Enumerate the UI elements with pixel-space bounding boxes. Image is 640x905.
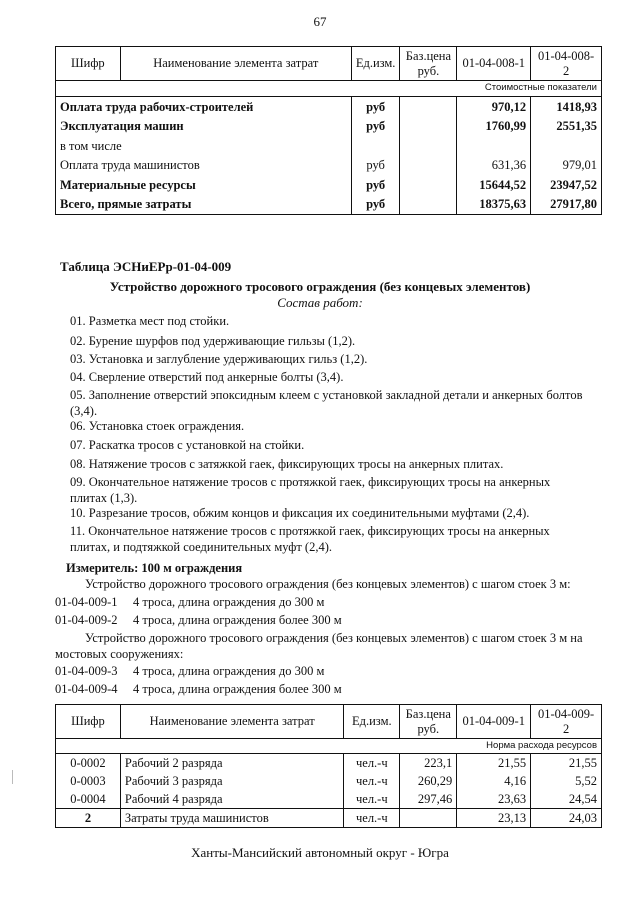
code: 01-04-009-2 — [55, 613, 118, 627]
measurement-unit: Измеритель: 100 м ограждения — [66, 561, 243, 575]
row-name: Эксплуатация машин — [56, 117, 352, 137]
row-value-2: 24,54 — [531, 790, 602, 809]
code-line — [55, 612, 342, 628]
code-text: 4 троса, длина ограждения до 300 м — [133, 595, 325, 609]
table-row — [56, 97, 602, 117]
row-value-2: 2551,35 — [531, 117, 602, 137]
row-value-1: 970,12 — [457, 97, 531, 117]
row-value-2: 27917,80 — [531, 195, 602, 215]
row-name: Затраты труда машинистов — [120, 809, 343, 828]
row-code: 2 — [56, 809, 121, 828]
row-value-2: 5,52 — [531, 772, 602, 790]
description-paragraph: Устройство дорожного тросового ограждения (без концевых элементов) с шагом стоек 3 м на мостовых сооружениях: — [55, 631, 583, 661]
header-col2: 01-04-008-2 — [531, 47, 602, 81]
row-unit: чел.-ч — [344, 790, 400, 809]
row-value-1: 15644,52 — [457, 175, 531, 195]
section-subtitle: Устройство дорожного тросового ограждения (без концевых элементов) — [109, 279, 531, 294]
row-unit: руб — [351, 97, 400, 117]
row-name: в том числе — [56, 136, 352, 156]
row-name: Материальные ресурсы — [56, 175, 352, 195]
row-value-1 — [457, 136, 531, 156]
row-unit: руб — [351, 195, 400, 215]
work-item: 07. Раскатка тросов с установкой на стойки. — [70, 438, 305, 452]
header-col1: 01-04-008-1 — [457, 47, 531, 81]
code: 01-04-009-4 — [55, 682, 118, 696]
row-unit: чел.-ч — [344, 772, 400, 790]
margin-mark — [12, 770, 13, 784]
row-name: Рабочий 4 разряда — [120, 790, 343, 809]
header-code: Шифр — [56, 705, 121, 739]
header-name: Наименование элемента затрат — [120, 47, 351, 81]
row-unit: руб — [351, 175, 400, 195]
work-item: 10. Разрезание тросов, обжим концов и фиксация их соединительными муфтами (2,4). — [70, 506, 530, 520]
row-name: Рабочий 2 разряда — [120, 754, 343, 773]
code-text: 4 троса, длина ограждения более 300 м — [133, 613, 342, 627]
row-name: Рабочий 3 разряда — [120, 772, 343, 790]
work-item: 01. Разметка мест под стойки. — [70, 314, 230, 328]
table-row — [56, 117, 602, 137]
work-item: 11. Окончательное натяжение тросов с протяжкой гаек, фиксирующих тросы на анкерных плитах, и подтяжкой соединительных муфт (2,4). — [70, 524, 550, 554]
row-unit — [351, 136, 400, 156]
header-col1: 01-04-009-1 — [457, 705, 531, 739]
row-value-1: 631,36 — [457, 156, 531, 176]
section-title: Таблица ЭСНиЕРр-01-04-009 — [60, 259, 232, 274]
row-code: 0-0003 — [56, 772, 121, 790]
row-name: Оплата труда рабочих-строителей — [56, 97, 352, 117]
header-price: Баз.цена руб. — [400, 705, 457, 739]
cost-table — [55, 46, 602, 215]
code-line — [55, 594, 324, 610]
resource-table — [55, 704, 602, 828]
row-value-1: 21,55 — [457, 754, 531, 773]
row-value-1: 1760,99 — [457, 117, 531, 137]
row-value-2: 21,55 — [531, 754, 602, 773]
row-value-2 — [531, 136, 602, 156]
work-item: 09. Окончательное натяжение тросов с протяжкой гаек, фиксирующих тросы на анкерных плитах (1,3). — [70, 475, 551, 505]
table-row — [56, 195, 602, 215]
table-row — [56, 156, 602, 176]
row-value-1: 4,16 — [457, 772, 531, 790]
row-price: 297,46 — [400, 790, 457, 809]
work-item: 02. Бурение шурфов под удерживающие гильзы (1,2). — [70, 334, 356, 348]
row-price — [400, 809, 457, 828]
table-row — [56, 790, 602, 809]
page-number: 67 — [313, 14, 327, 29]
table-row — [56, 754, 602, 773]
work-item: 05. Заполнение отверстий эпоксидным клеем с установкой закладной детали и анкерных болтов (3,4). — [70, 388, 583, 418]
code-text: 4 троса, длина ограждения более 300 м — [133, 682, 342, 696]
table-row — [56, 772, 602, 790]
row-value-1: 23,13 — [457, 809, 531, 828]
row-value-1: 18375,63 — [457, 195, 531, 215]
code-line — [55, 663, 324, 679]
work-item: 03. Установка и заглубление удерживающих гильз (1,2). — [70, 352, 368, 366]
section-label: Норма расхода ресурсов — [56, 739, 602, 754]
code: 01-04-009-1 — [55, 595, 118, 609]
row-price: 223,1 — [400, 754, 457, 773]
row-code: 0-0002 — [56, 754, 121, 773]
header-col2: 01-04-009-2 — [531, 705, 602, 739]
row-value-2: 979,01 — [531, 156, 602, 176]
composition-label: Состав работ: — [277, 295, 363, 310]
work-item: 08. Натяжение тросов с затяжкой гаек, фиксирующих тросы на анкерных плитах. — [70, 457, 504, 471]
row-value-2: 1418,93 — [531, 97, 602, 117]
row-name: Оплата труда машинистов — [56, 156, 352, 176]
table-row — [56, 136, 602, 156]
row-unit: чел.-ч — [344, 754, 400, 773]
section-label: Стоимостные показатели — [56, 81, 602, 97]
description-paragraph: Устройство дорожного тросового ограждения (без концевых элементов) с шагом стоек 3 м: — [85, 577, 571, 591]
code-line — [55, 681, 342, 697]
table-row — [56, 175, 602, 195]
row-name: Всего, прямые затраты — [56, 195, 352, 215]
page-footer: Ханты-Мансийский автономный округ - Югра — [191, 845, 449, 860]
row-value-1: 23,63 — [457, 790, 531, 809]
row-value-2: 24,03 — [531, 809, 602, 828]
row-price: 260,29 — [400, 772, 457, 790]
work-item: 06. Установка стоек ограждения. — [70, 419, 245, 433]
row-code: 0-0004 — [56, 790, 121, 809]
header-code: Шифр — [56, 47, 121, 81]
row-unit: руб — [351, 117, 400, 137]
header-price: Баз.цена руб. — [400, 47, 457, 81]
work-item: 04. Сверление отверстий под анкерные болты (3,4). — [70, 370, 344, 384]
row-unit: руб — [351, 156, 400, 176]
header-name: Наименование элемента затрат — [120, 705, 343, 739]
code-text: 4 троса, длина ограждения до 300 м — [133, 664, 325, 678]
code: 01-04-009-3 — [55, 664, 118, 678]
header-unit: Ед.изм. — [351, 47, 400, 81]
header-unit: Ед.изм. — [344, 705, 400, 739]
row-value-2: 23947,52 — [531, 175, 602, 195]
total-row — [56, 809, 602, 828]
row-unit: чел.-ч — [344, 809, 400, 828]
